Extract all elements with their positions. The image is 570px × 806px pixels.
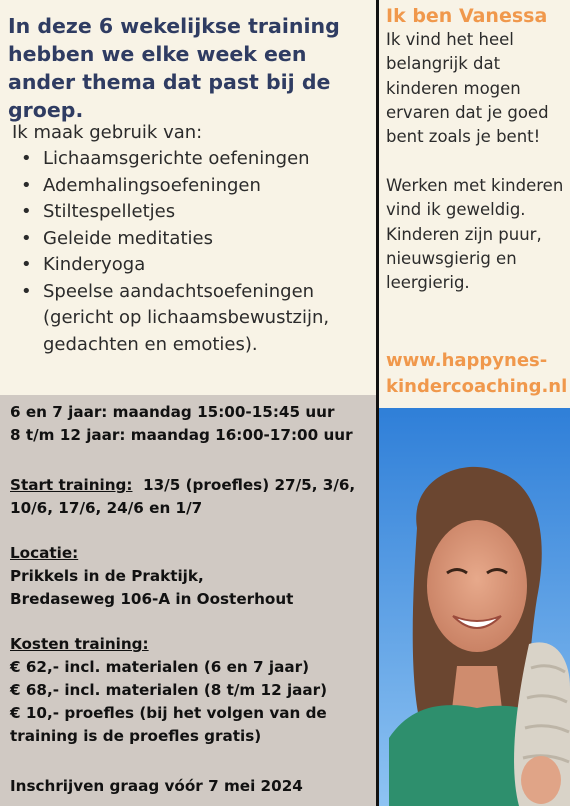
bullet-icon: • xyxy=(21,280,32,302)
schedule-block xyxy=(10,401,372,447)
costs-label: Kosten training: xyxy=(10,635,149,653)
location-label: Locatie: xyxy=(10,544,79,562)
bio-paragraph: Werken met kinderen vind ik geweldig. Kinderen zijn puur, nieuwsgierig en leergierig. xyxy=(386,176,564,293)
bio-title: Ik ben Vanessa xyxy=(386,5,548,27)
methods-list xyxy=(18,146,363,358)
start-dates: 13/5 (proefles) 27/5, 3/6, 10/6, 17/6, 24/6 en 1/7 xyxy=(10,476,361,517)
location-block xyxy=(10,542,372,611)
bullet-icon: • xyxy=(21,174,32,196)
list-item: • Lichaamsgerichte oefeningen xyxy=(18,146,363,173)
list-item: • Ademhalingsoefeningen xyxy=(18,173,363,200)
cost-line: € 68,- incl. materialen (8 t/m 12 jaar) xyxy=(10,680,328,699)
list-item: • Speelse aandachtsoefeningen (gericht op lichaamsbewustzijn, gedachten en emoties). xyxy=(21,280,330,355)
portrait-photo xyxy=(379,408,570,806)
registration-deadline: Inschrijven graag vóór 7 mei 2024 xyxy=(10,777,303,795)
location-line: Bredaseweg 106-A in Oosterhout xyxy=(10,589,294,608)
training-heading: In deze 6 wekelijkse training hebben we elke week een ander thema dat past bij de groep. xyxy=(8,14,340,122)
schedule-line: 8 t/m 12 jaar: maandag 16:00-17:00 uur xyxy=(10,425,353,444)
bio-panel xyxy=(379,0,570,408)
location-line: Prikkels in de Praktijk, xyxy=(10,566,204,585)
training-description-panel xyxy=(0,0,377,395)
bullet-icon: • xyxy=(21,254,32,275)
schedule-line: 6 en 7 jaar: maandag 15:00-15:45 uur xyxy=(10,403,335,421)
start-label: Start training: xyxy=(10,476,133,494)
bio-paragraph: Ik vind het heel belangrijk dat kinderen mogen ervaren dat je goed bent zoals je bent! xyxy=(386,30,549,147)
bullet-icon: • xyxy=(21,148,32,169)
portrait-photo-graphic xyxy=(379,408,570,806)
cost-line: € 10,- proefles (bij het volgen van de training is de proefles gratis) xyxy=(10,703,327,745)
website-link[interactable]: www.happynes- kindercoaching.nl xyxy=(386,350,568,397)
list-item: • Geleide meditaties xyxy=(18,226,363,253)
list-item: • Kinderyoga xyxy=(18,252,363,279)
costs-block xyxy=(10,633,372,748)
methods-intro: Ik maak gebruik van: xyxy=(12,122,203,143)
bullet-icon: • xyxy=(21,227,32,249)
start-block xyxy=(10,474,372,520)
list-item: • Stiltespelletjes xyxy=(18,199,363,226)
practical-info-panel xyxy=(0,395,376,806)
cost-line: € 62,- incl. materialen (6 en 7 jaar) xyxy=(10,657,310,676)
bullet-icon: • xyxy=(21,201,32,222)
